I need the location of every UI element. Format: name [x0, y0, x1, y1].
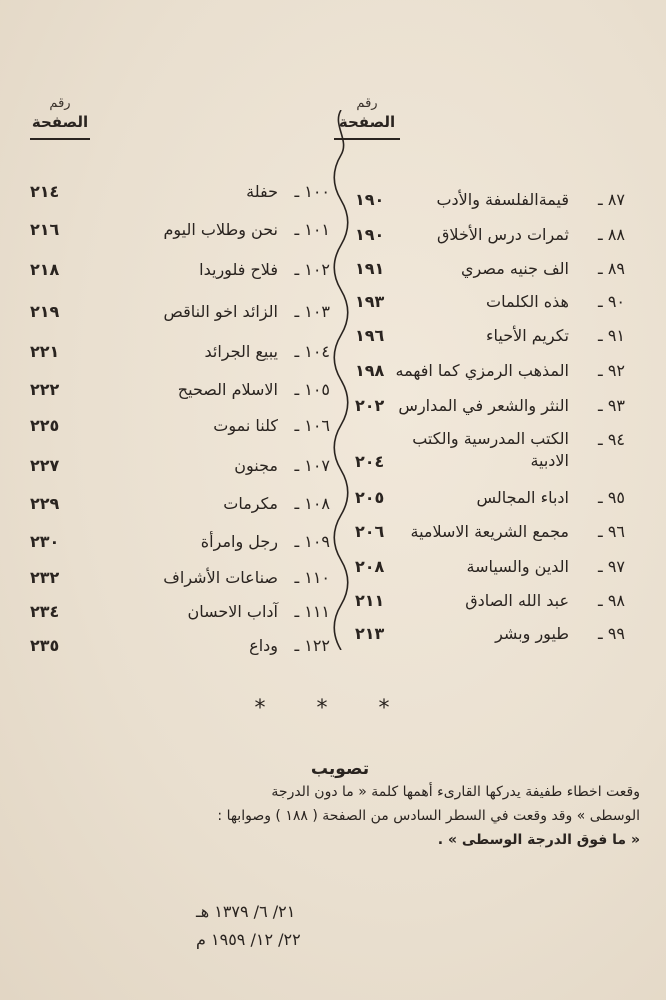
entry-number: ١٠٢ ـ	[294, 260, 330, 279]
toc-entry	[30, 254, 330, 286]
section-stars: * * *	[254, 696, 412, 721]
entry-number: ٨٧ ـ	[598, 190, 625, 209]
entry-page: ٢٣٥	[30, 636, 60, 655]
entry-page: ٢١٨	[30, 260, 60, 279]
toc-entry	[30, 596, 330, 628]
right-header-safha: الصفحة	[338, 113, 396, 131]
entry-page: ٢٠٤	[355, 452, 385, 471]
entry-page: ٢١٩	[30, 302, 60, 321]
entry-page: ٢٣٢	[30, 568, 60, 587]
entry-title: وداع	[249, 636, 278, 655]
toc-entry	[355, 516, 625, 548]
entry-page: ٢٢١	[30, 342, 60, 361]
entry-number: ٩٣ ـ	[598, 396, 625, 415]
toc-entry	[30, 450, 330, 482]
entry-number: ٨٩ ـ	[598, 259, 625, 278]
entry-title: الاسلام الصحيح	[177, 380, 278, 399]
errata-block	[40, 758, 640, 852]
toc-entry	[30, 410, 330, 442]
toc-entry	[355, 424, 625, 480]
entry-title: يبيع الجرائد	[204, 342, 278, 361]
left-header-rule	[30, 138, 90, 140]
right-header-raqm: رقم	[356, 96, 378, 111]
entry-title: مجنون	[234, 456, 278, 475]
entry-number: ٩٥ ـ	[598, 488, 625, 507]
entry-title: قيمةالفلسفة والأدب	[436, 190, 569, 209]
entry-number: ٩٢ ـ	[598, 361, 625, 380]
toc-entry	[30, 374, 330, 406]
entry-page: ١٩٠	[355, 190, 385, 209]
errata-line: الوسطى » وقد وقعت في السطر السادس من الصفحة ( ١٨٨ ) وصوابها :	[217, 808, 640, 824]
entry-number: ٩٠ ـ	[598, 292, 625, 311]
entry-title: الكتب المدرسية والكتب الادبية	[412, 429, 569, 470]
entry-title: مجمع الشريعة الاسلامية	[410, 522, 569, 541]
entry-page: ٢٣٠	[30, 532, 60, 551]
entry-page: ١٩٠	[355, 225, 385, 244]
entry-page: ٢١٣	[355, 624, 385, 643]
toc-entry	[355, 482, 625, 514]
entry-page: ١٩١	[355, 259, 385, 278]
entry-number: ١٠١ ـ	[294, 220, 330, 239]
toc-entry	[30, 526, 330, 558]
entry-title: مكرمات	[223, 494, 278, 513]
entry-page: ٢٢٢	[30, 380, 60, 399]
entry-title: ثمرات درس الأخلاق	[436, 225, 569, 244]
entry-number: ١٢٢ ـ	[294, 636, 330, 655]
entry-number: ٩٦ ـ	[598, 522, 625, 541]
entry-title: المذهب الرمزي كما افهمه	[395, 361, 569, 380]
entry-title: رجل وامرأة	[200, 532, 278, 551]
entry-number: ١٠٧ ـ	[294, 456, 330, 475]
errata-heading: تصويب	[310, 759, 370, 779]
entry-number: ٩٩ ـ	[598, 624, 625, 643]
entry-title: حفلة	[246, 182, 278, 201]
entry-title: الزائد اخو الناقص	[163, 302, 278, 321]
entry-page: ٢٢٥	[30, 416, 60, 435]
left-column-header	[30, 96, 90, 140]
entry-title: ادباء المجالس	[476, 488, 569, 507]
toc-entry	[355, 618, 625, 650]
entry-title: الدين والسياسة	[466, 557, 569, 576]
entry-number: ١٠٦ ـ	[294, 416, 330, 435]
toc-entry	[355, 320, 625, 352]
toc-entry	[355, 585, 625, 617]
entry-page: ٢١٦	[30, 220, 60, 239]
entry-page: ٢٠٦	[355, 522, 385, 541]
hijri-date: ٢١/ ٦/ ١٣٧٩ هـ	[196, 902, 296, 921]
toc-entry	[355, 253, 625, 285]
entry-page: ٢١٤	[30, 182, 60, 201]
entry-number: ٨٨ ـ	[598, 225, 625, 244]
entry-page: ١٩٦	[355, 326, 385, 345]
toc-entry	[30, 488, 330, 520]
entry-page: ٢٠٨	[355, 557, 385, 576]
entry-number: ٩٨ ـ	[598, 591, 625, 610]
entry-title: نحن وطلاب اليوم	[163, 220, 278, 239]
date-block	[196, 898, 416, 954]
gregorian-date: ٢٢/ ١٢/ ١٩٥٩ م	[196, 930, 301, 949]
toc-entry	[355, 551, 625, 583]
entry-number: ١٠٩ ـ	[294, 532, 330, 551]
toc-entry	[355, 286, 625, 318]
entry-title: عبد الله الصادق	[465, 591, 569, 610]
entry-title: طيور وبشر	[495, 624, 569, 643]
toc-entry	[30, 336, 330, 368]
entry-title: آداب الاحسان	[187, 602, 278, 621]
entry-page: ٢٠٥	[355, 488, 385, 507]
entry-title: تكريم الأحياء	[486, 326, 569, 345]
entry-page: ٢٢٩	[30, 494, 60, 513]
entry-page: ٢٣٤	[30, 602, 60, 621]
entry-number: ٩٧ ـ	[598, 557, 625, 576]
toc-entry	[355, 184, 625, 216]
entry-title: هذه الكلمات	[486, 292, 569, 311]
entry-number: ١٠٥ ـ	[294, 380, 330, 399]
toc-entry	[355, 390, 625, 422]
entry-title: النثر والشعر في المدارس	[398, 396, 569, 415]
toc-entry	[30, 296, 330, 328]
entry-number: ١٠٨ ـ	[294, 494, 330, 513]
entry-page: ٢١١	[355, 591, 385, 610]
toc-entry	[30, 630, 330, 662]
entry-page: ١٩٣	[355, 292, 385, 311]
left-header-raqm: رقم	[49, 96, 71, 111]
toc-entry	[30, 176, 330, 208]
entry-page: ٢٠٢	[355, 396, 385, 415]
entry-title: فلاح فلوريدا	[199, 260, 278, 279]
entry-number: ٩١ ـ	[598, 326, 625, 345]
errata-line: وقعت اخطاء طفيفة يدركها القارىء أهمها كلمة « ما دون الدرجة	[271, 784, 640, 800]
left-header-safha: الصفحة	[31, 113, 89, 131]
entry-number: ١١٠ ـ	[294, 568, 330, 587]
entry-title: الف جنيه مصري	[461, 259, 569, 278]
toc-entry	[30, 214, 330, 246]
entry-number: ١٠٠ ـ	[294, 182, 330, 201]
toc-entry	[30, 562, 330, 594]
wavy-column-divider	[330, 110, 352, 650]
entry-number: ١٠٣ ـ	[294, 302, 330, 321]
entry-number: ٩٤ ـ	[598, 430, 625, 449]
entry-number: ١٠٤ ـ	[294, 342, 330, 361]
entry-page: ٢٢٧	[30, 456, 60, 475]
entry-title: كلنا نموت	[213, 416, 278, 435]
toc-entry	[355, 355, 625, 387]
entry-number: ١١١ ـ	[294, 602, 330, 621]
entry-title: صناعات الأشراف	[163, 568, 278, 587]
entry-page: ١٩٨	[355, 361, 385, 380]
toc-entry	[355, 219, 625, 251]
errata-line: « ما فوق الدرجة الوسطى » .	[437, 832, 640, 848]
